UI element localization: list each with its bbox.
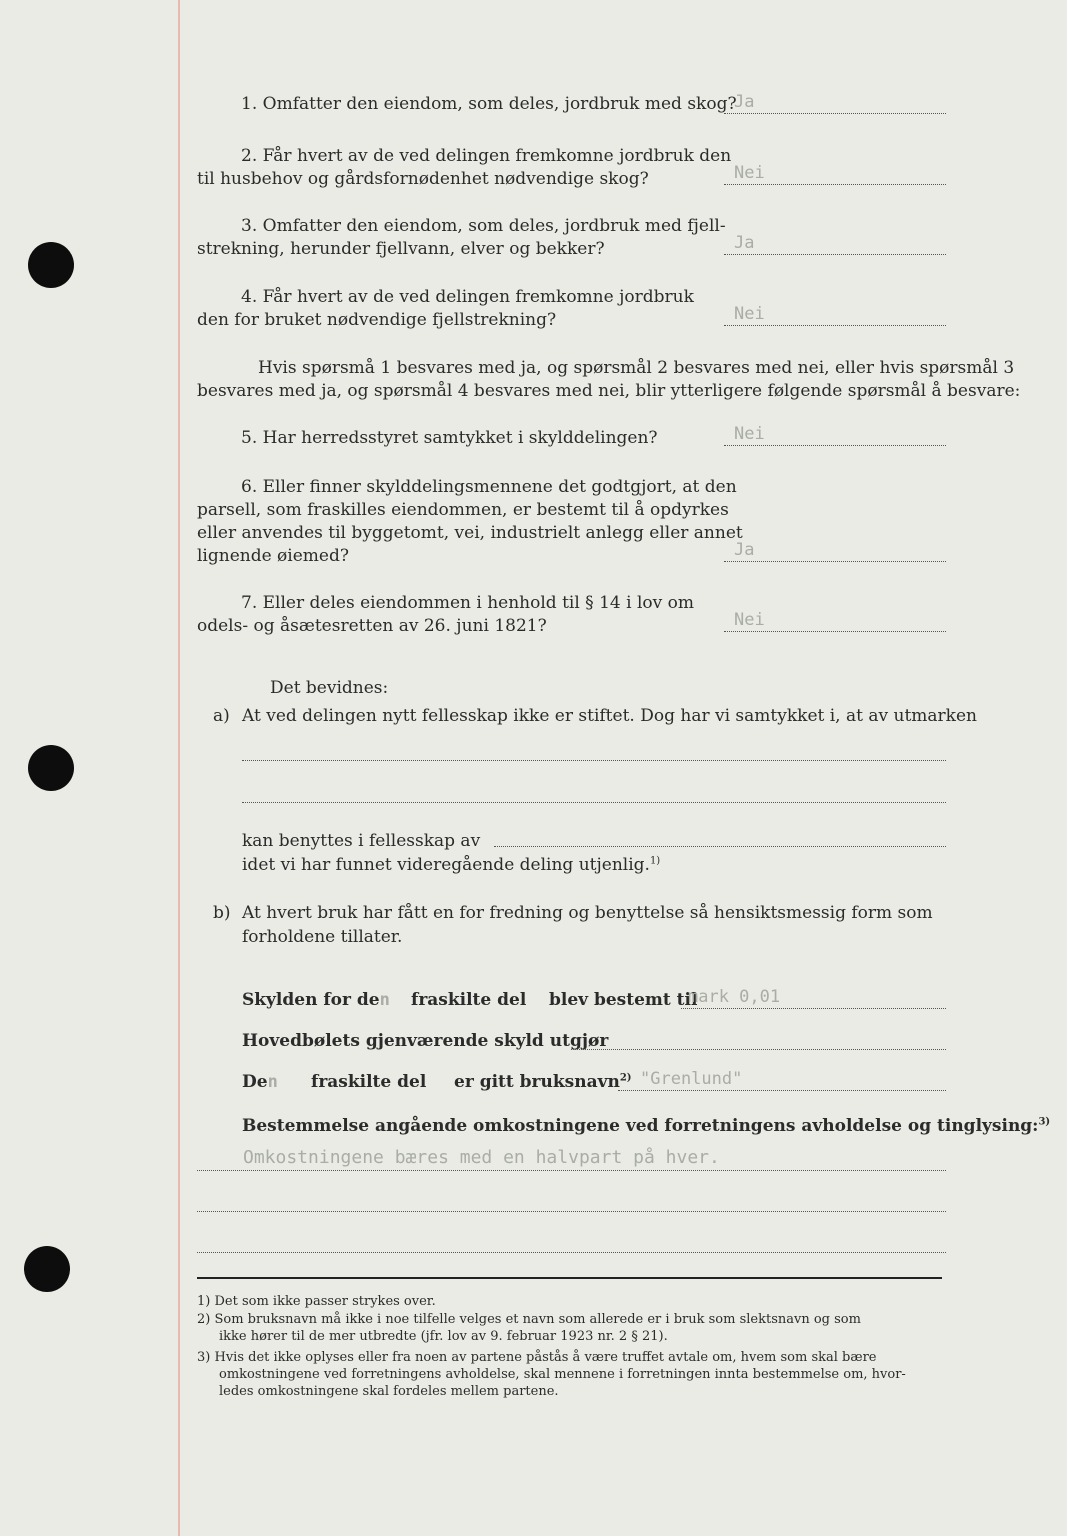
bruksnavn-label-2: fraskilte del xyxy=(311,1072,427,1092)
footnote-separator xyxy=(197,1277,942,1279)
bruksnavn-value: "Grenlund" xyxy=(640,1069,743,1089)
bruksnavn-label-3: er gitt bruksnavn$^{2)}$ xyxy=(454,1072,632,1092)
footnote-2: 2) Som bruksnavn må ikke i noe tilfelle velges et navn som allerede er i bruk som slektsnavn og som ikke hører til de mer utbredte (jfr. lov av 9. februar 1923 nr. 2 § 21). xyxy=(197,1312,861,1344)
omkostning-line-1[interactable] xyxy=(197,1170,946,1171)
answer-5[interactable]: Nei xyxy=(724,423,946,446)
answer-3[interactable]: Ja xyxy=(724,232,946,255)
question-1: 1. Omfatter den eiendom, som deles, jordbruk med skog? xyxy=(241,94,737,114)
footnote-3: 3) Hvis det ikke oplyses eller fra noen av partene påstås å være truffet avtale om, hvem som skal bære omkostningene ved forretningens avholdelse, skal mennene i forretningen innta bestemmelse om, hvor- ledes omkostningene skal fordeles mellem partene. xyxy=(197,1350,906,1399)
finding-a-text: At ved delingen nytt fellesskap ikke er stiftet. Dog har vi samtykket i, at av utmarken xyxy=(242,706,977,726)
skyld-line[interactable] xyxy=(681,1008,946,1009)
answer-2[interactable]: Nei xyxy=(724,162,946,185)
question-3: 3. Omfatter den eiendom, som deles, jordbruk med fjell- strekning, herunder fjellvann, elver og bekker? xyxy=(197,216,726,259)
answer-4[interactable]: Nei xyxy=(724,303,946,326)
punch-hole xyxy=(28,242,74,288)
finding-a-line-2[interactable] xyxy=(242,802,946,803)
fellesskap-line[interactable] xyxy=(494,846,946,847)
answer-7[interactable]: Nei xyxy=(724,609,946,632)
finding-a-label: a) xyxy=(213,706,230,726)
question-7: 7. Eller deles eiendommen i henhold til § 14 i lov om odels- og åsætesretten av 26. juni 1821? xyxy=(197,593,694,636)
skyld-value: mark 0,01 xyxy=(688,987,781,1007)
omkostning-line-2[interactable] xyxy=(197,1211,946,1212)
conditional-paragraph: Hvis spørsmå 1 besvares med ja, og spørsmål 2 besvares med nei, eller hvis spørsmål 3 besvares med ja, og spørsmål 4 besvares med nei, blir ytterligere følgende spørsmål å besvare: xyxy=(197,358,1021,401)
finding-a-line-1[interactable] xyxy=(242,760,946,761)
footnote-1: 1) Det som ikke passer strykes over. xyxy=(197,1294,436,1309)
finding-b-line-1: At hvert bruk har fått en for fredning og benyttelse så hensiktsmessig form som xyxy=(242,903,933,923)
bruksnavn-line[interactable] xyxy=(618,1090,946,1091)
question-2: 2. Får hvert av de ved delingen fremkomne jordbruk den til husbehov og gårdsfornødenhet nødvendige skog? xyxy=(197,146,732,189)
bruksnavn-label: Den xyxy=(242,1072,278,1092)
answer-6[interactable]: Ja xyxy=(724,539,946,562)
skyld-label-2: fraskilte del xyxy=(411,990,527,1010)
answer-1[interactable]: Ja xyxy=(724,91,946,114)
finding-b-label: b) xyxy=(213,903,231,923)
question-6: 6. Eller finner skylddelingsmennene det godtgjort, at den parsell, som fraskilles eiendommen, er bestemt til å opdyrkes eller anvendes til byggetomt, vei, industrielt anlegg eller annet lignende øiemed? xyxy=(197,477,743,566)
omkostning-label: Bestemmelse angående omkostningene ved forretningens avholdelse og tinglysing:$^{3)}$ xyxy=(242,1116,1051,1136)
finding-b-line-2: forholdene tillater. xyxy=(242,927,403,947)
hovedbol-line[interactable] xyxy=(571,1049,946,1050)
omkostning-value: Omkostningene bæres med en halvpart på hver. xyxy=(243,1147,720,1168)
finding-a-cont-1: kan benyttes i fellesskap av xyxy=(242,831,481,851)
finding-a-cont-2: idet vi har funnet videregående deling utjenlig.$^{1)}$ xyxy=(242,855,661,875)
question-4: 4. Får hvert av de ved delingen fremkomne jordbruk den for bruket nødvendige fjellstrekning? xyxy=(197,287,694,330)
punch-hole xyxy=(24,1246,70,1292)
omkostning-line-3[interactable] xyxy=(197,1252,946,1253)
hovedbol-label: Hovedbølets gjenværende skyld utgjør xyxy=(242,1031,609,1051)
skyld-label-3: blev bestemt til xyxy=(549,990,698,1010)
findings-intro: Det bevidnes: xyxy=(270,678,389,698)
question-5: 5. Har herredsstyret samtykket i skylddelingen? xyxy=(241,428,658,448)
margin-line xyxy=(178,0,180,1536)
skyld-label: Skylden for den xyxy=(242,990,390,1010)
punch-hole xyxy=(28,745,74,791)
